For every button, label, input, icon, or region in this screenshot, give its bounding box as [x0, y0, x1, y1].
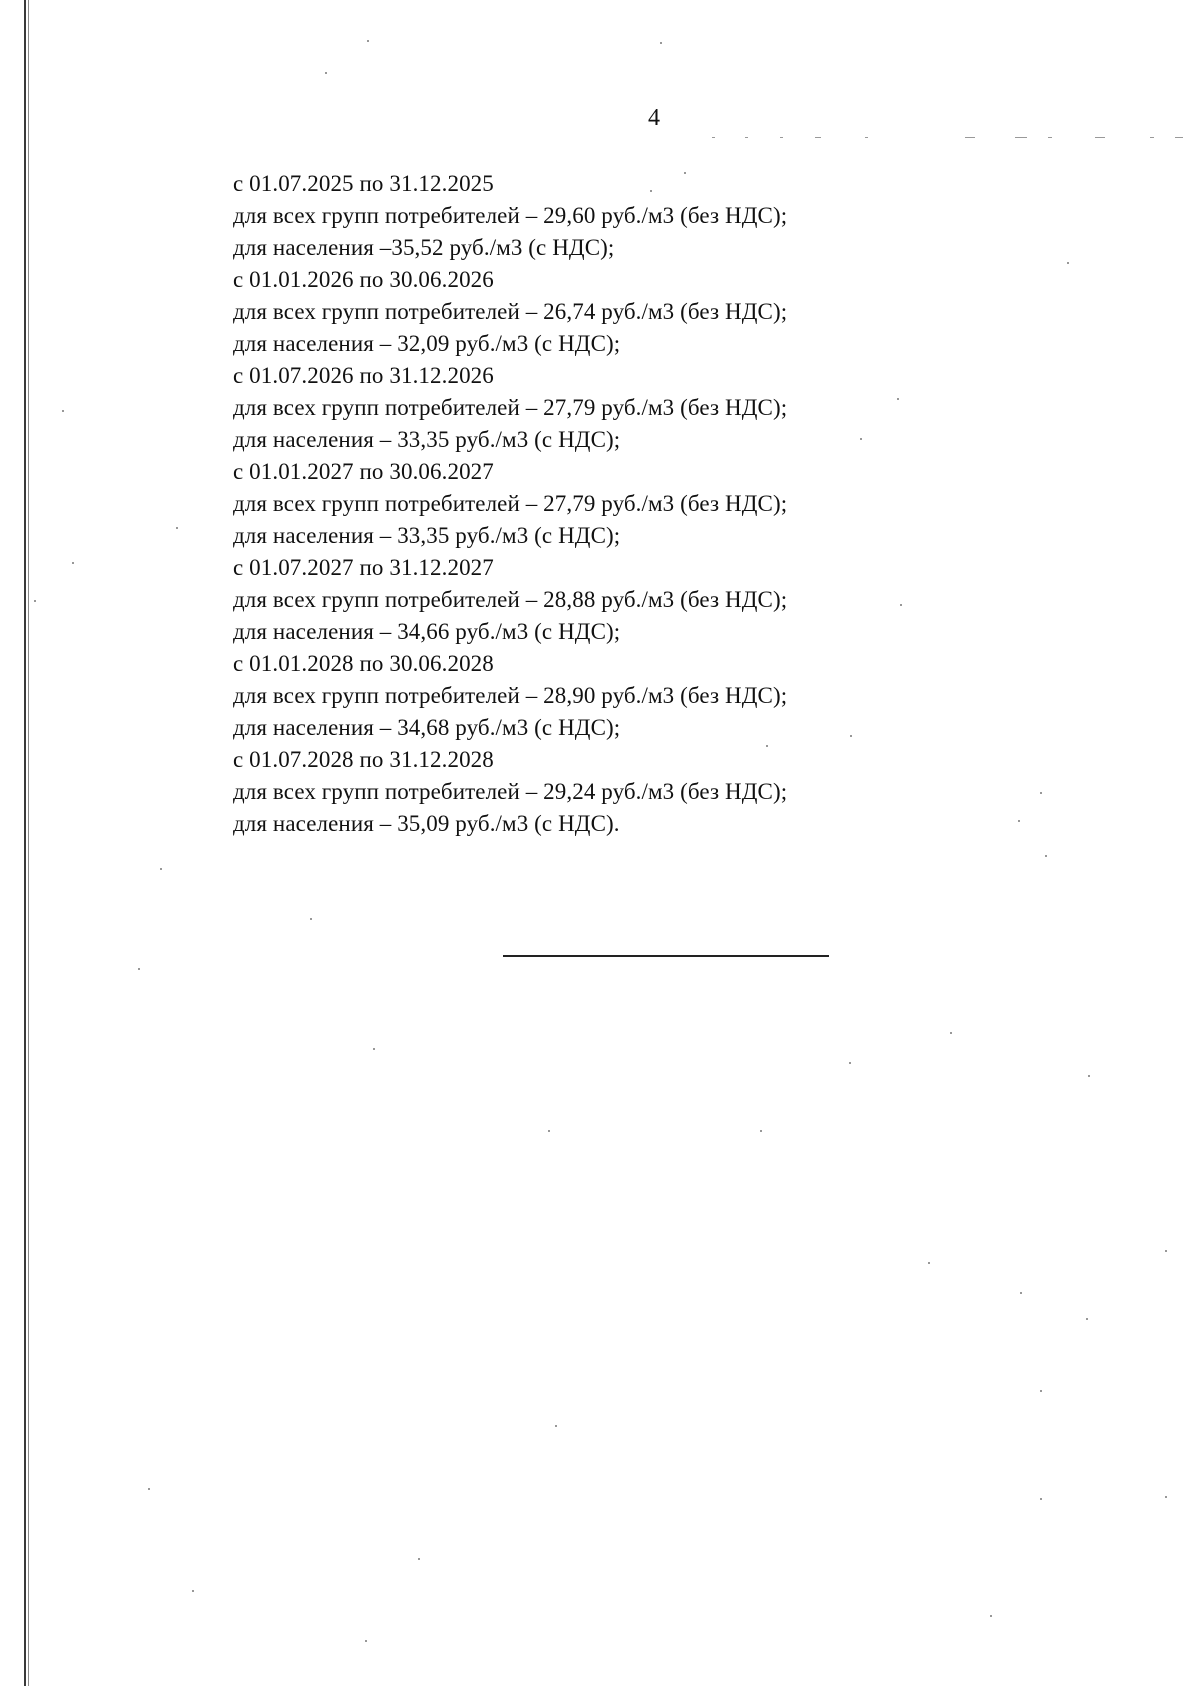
- scan-noise: [373, 1048, 375, 1050]
- scan-noise: [310, 918, 312, 920]
- scan-noise: [712, 137, 715, 138]
- scan-noise: [766, 745, 768, 747]
- scan-noise: [1095, 137, 1105, 138]
- tariff-population-line: для населения – 35,09 руб./м3 (с НДС).: [233, 811, 620, 836]
- scan-noise: [650, 190, 652, 192]
- scan-noise: [815, 137, 821, 138]
- scan-noise: [72, 562, 74, 564]
- scan-noise: [684, 172, 686, 174]
- scan-noise: [897, 398, 899, 400]
- scan-noise: [660, 42, 662, 44]
- scan-noise: [965, 137, 975, 138]
- scan-noise: [1045, 855, 1047, 857]
- tariff-period-line: с 01.07.2028 по 31.12.2028: [233, 747, 494, 772]
- tariff-population-line: для населения –35,52 руб./м3 (с НДС);: [233, 235, 615, 260]
- scan-noise: [160, 868, 162, 870]
- scan-noise: [780, 137, 783, 138]
- tariff-period-line: с 01.01.2026 по 30.06.2026: [233, 267, 494, 292]
- tariff-schedule: [233, 168, 933, 840]
- scan-noise: [900, 604, 902, 606]
- scan-noise: [1015, 137, 1027, 138]
- scan-noise: [148, 1488, 150, 1490]
- tariff-population-line: для населения – 32,09 руб./м3 (с НДС);: [233, 331, 621, 356]
- scan-noise: [367, 40, 369, 42]
- scan-noise: [928, 1262, 930, 1264]
- tariff-period-line: с 01.07.2025 по 31.12.2025: [233, 171, 494, 196]
- scan-edge-line: [24, 0, 26, 1686]
- scan-noise: [865, 137, 868, 138]
- scan-noise: [1040, 1498, 1042, 1500]
- scan-noise: [1067, 262, 1069, 264]
- tariff-all-consumers-line: для всех групп потребителей – 29,24 руб./м3 (без НДС);: [233, 779, 788, 804]
- scan-noise: [555, 1425, 557, 1427]
- scan-edge-line-secondary: [28, 0, 29, 1686]
- tariff-period-line: с 01.07.2026 по 31.12.2026: [233, 363, 494, 388]
- tariff-all-consumers-line: для всех групп потребителей – 27,79 руб./м3 (без НДС);: [233, 491, 788, 516]
- scan-noise: [365, 1640, 367, 1642]
- scan-noise: [1165, 1496, 1167, 1498]
- tariff-all-consumers-line: для всех групп потребителей – 28,88 руб./м3 (без НДС);: [233, 587, 788, 612]
- scan-noise: [1020, 1292, 1022, 1294]
- tariff-period-line: с 01.01.2027 по 30.06.2027: [233, 459, 494, 484]
- scan-noise: [849, 1062, 851, 1064]
- scan-noise: [1088, 1075, 1090, 1077]
- scan-noise: [176, 527, 178, 529]
- scan-noise: [745, 137, 748, 138]
- scan-noise: [1048, 137, 1052, 138]
- scan-noise: [1040, 1390, 1042, 1392]
- scan-noise: [990, 1615, 992, 1617]
- scan-noise: [1040, 792, 1042, 794]
- scan-noise: [850, 735, 852, 737]
- tariff-population-line: для населения – 33,35 руб./м3 (с НДС);: [233, 523, 621, 548]
- scan-noise: [1150, 137, 1154, 138]
- scan-noise: [1175, 137, 1183, 138]
- tariff-population-line: для населения – 33,35 руб./м3 (с НДС);: [233, 427, 621, 452]
- tariff-period-line: с 01.01.2028 по 30.06.2028: [233, 651, 494, 676]
- scan-noise: [62, 410, 64, 412]
- scan-noise: [34, 600, 36, 602]
- tariff-period-line: с 01.07.2027 по 31.12.2027: [233, 555, 494, 580]
- scan-noise: [325, 72, 327, 74]
- scan-noise: [860, 438, 862, 440]
- tariff-all-consumers-line: для всех групп потребителей – 29,60 руб./м3 (без НДС);: [233, 203, 788, 228]
- tariff-population-line: для населения – 34,68 руб./м3 (с НДС);: [233, 715, 621, 740]
- scan-noise: [548, 1130, 550, 1132]
- scan-noise: [760, 1130, 762, 1132]
- page-number: 4: [648, 105, 660, 131]
- scan-noise: [138, 968, 140, 970]
- scan-noise: [418, 1558, 420, 1560]
- scan-noise: [192, 1590, 194, 1592]
- scan-noise: [1018, 820, 1020, 822]
- scan-noise: [950, 1032, 952, 1034]
- tariff-all-consumers-line: для всех групп потребителей – 28,90 руб./м3 (без НДС);: [233, 683, 788, 708]
- scan-noise: [1165, 1250, 1167, 1252]
- end-separator-line: [503, 955, 829, 957]
- tariff-all-consumers-line: для всех групп потребителей – 26,74 руб./м3 (без НДС);: [233, 299, 788, 324]
- tariff-all-consumers-line: для всех групп потребителей – 27,79 руб./м3 (без НДС);: [233, 395, 788, 420]
- scan-noise: [1086, 1318, 1088, 1320]
- tariff-population-line: для населения – 34,66 руб./м3 (с НДС);: [233, 619, 621, 644]
